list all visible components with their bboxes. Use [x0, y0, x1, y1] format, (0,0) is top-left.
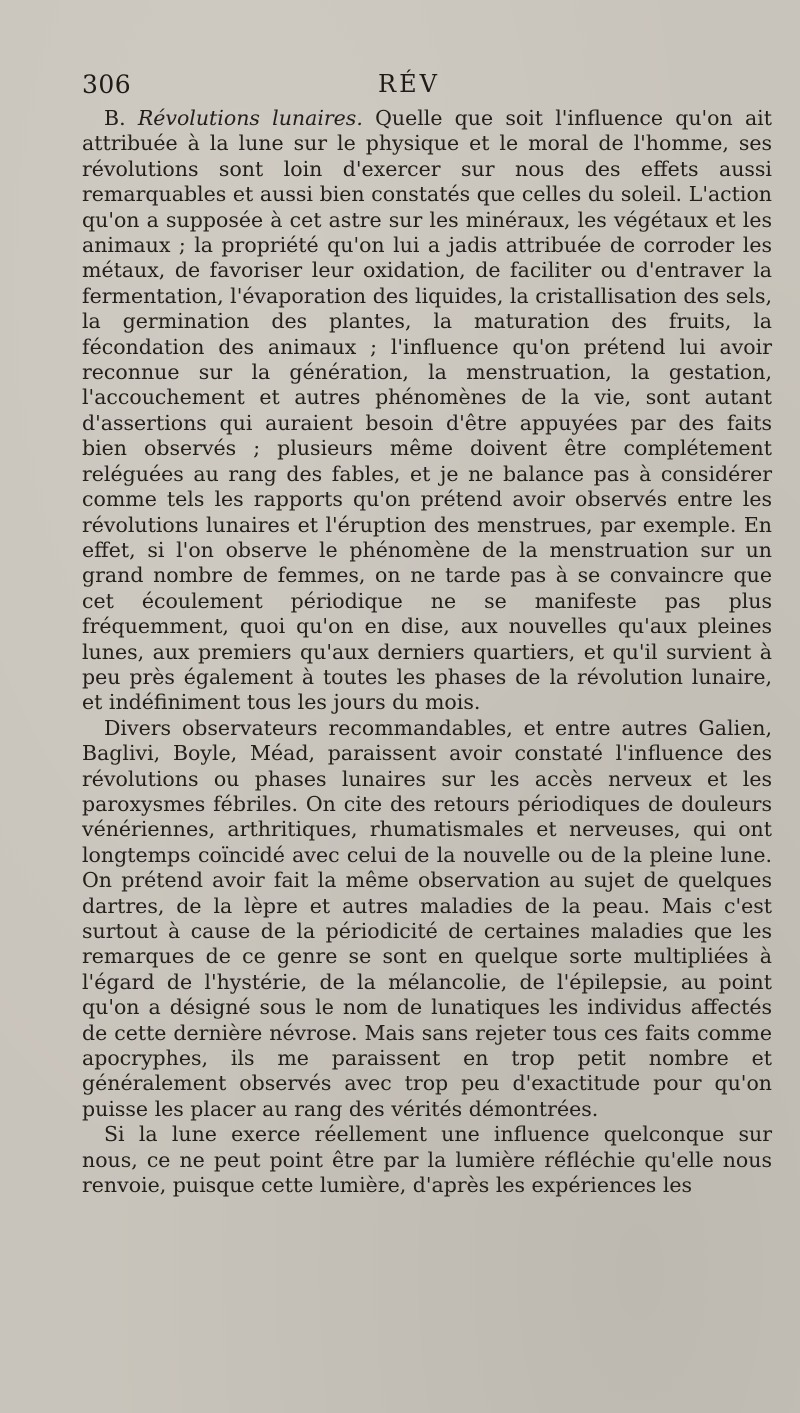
- paragraph-2: Divers observateurs recommandables, et entre autres Galien, Baglivi, Boyle, Méad, paraissent avoir constaté l'influence des révolutions ou phases lunaires sur les accès nerveux et les paroxysmes fébriles. On cite des retours périodiques de douleurs vénériennes, arthritiques, rhumatismales et nerveuses, qui ont longtemps coïncidé avec celui de la nouvelle ou de la pleine lune. On prétend avoir fait la même observation au sujet de quelques dartres, de la lèpre et autres maladies de la peau. Mais c'est surtout à cause de la périodicité de certaines maladies que les remarques de ce genre se sont en quelque sorte multipliées à l'égard de l'hystérie, de la mélancolie, de l'épilepsie, au point qu'on a désigné sous le nom de lunatiques les individus affectés de cette dernière névrose. Mais sans rejeter tous ces faits comme apocryphes, ils me paraissent en trop petit nombre et généralement observés avec trop peu d'exactitude pour qu'on puisse les placer au rang des vérités démontrées.: [82, 715, 772, 1121]
- section-title: Révolutions lunaires.: [137, 106, 363, 130]
- page-header: [82, 70, 772, 104]
- running-head: RÉV: [378, 70, 440, 98]
- body-text: [82, 106, 772, 1198]
- paragraph-1: [82, 106, 772, 716]
- paragraph-1-text: Quelle que soit l'influence qu'on ait attribuée à la lune sur le physique et le moral de l'homme, ses révolutions sont loin d'exercer sur nous des effets aussi remarquables et aussi bien constatés que celles du soleil. L'action qu'on a supposée à cet astre sur les minéraux, les végétaux et les animaux ; la propriété qu'on lui a jadis attribuée de corroder les métaux, de favoriser leur oxidation, de faciliter ou d'entraver la fermentation, l'évaporation des liquides, la cristallisation des sels, la germination des plantes, la maturation des fruits, la fécondation des animaux ; l'influence qu'on prétend lui avoir reconnue sur la génération, la menstruation, la gestation, l'accouchement et autres phénomènes de la vie, sont autant d'assertions qui auraient besoin d'être appuyées par des faits bien observés ; plusieurs même doivent être complétement reléguées au rang des fables, et je ne balance pas à considérer comme tels les rapports qu'on prétend avoir observés entre les révolutions lunaires et l'éruption des menstrues, par exemple. En effet, si l'on observe le phénomène de la menstruation sur un grand nombre de femmes, on ne tarde pas à se convaincre que cet écoulement périodique ne se manifeste pas plus fréquemment, quoi qu'on en dise, aux nouvelles qu'aux pleines lunes, aux premiers qu'aux derniers quartiers, et qu'il survient à peu près également à toutes les phases de la révolution lunaire, et indéfiniment tous les jours du mois.: [82, 106, 772, 715]
- paragraph-3: Si la lune exerce réellement une influence quelconque sur nous, ce ne peut point être par la lumière réfléchie qu'elle nous renvoie, puisque cette lumière, d'après les expériences les: [82, 1122, 772, 1198]
- page-number: 306: [82, 70, 132, 99]
- section-label: B.: [104, 106, 126, 130]
